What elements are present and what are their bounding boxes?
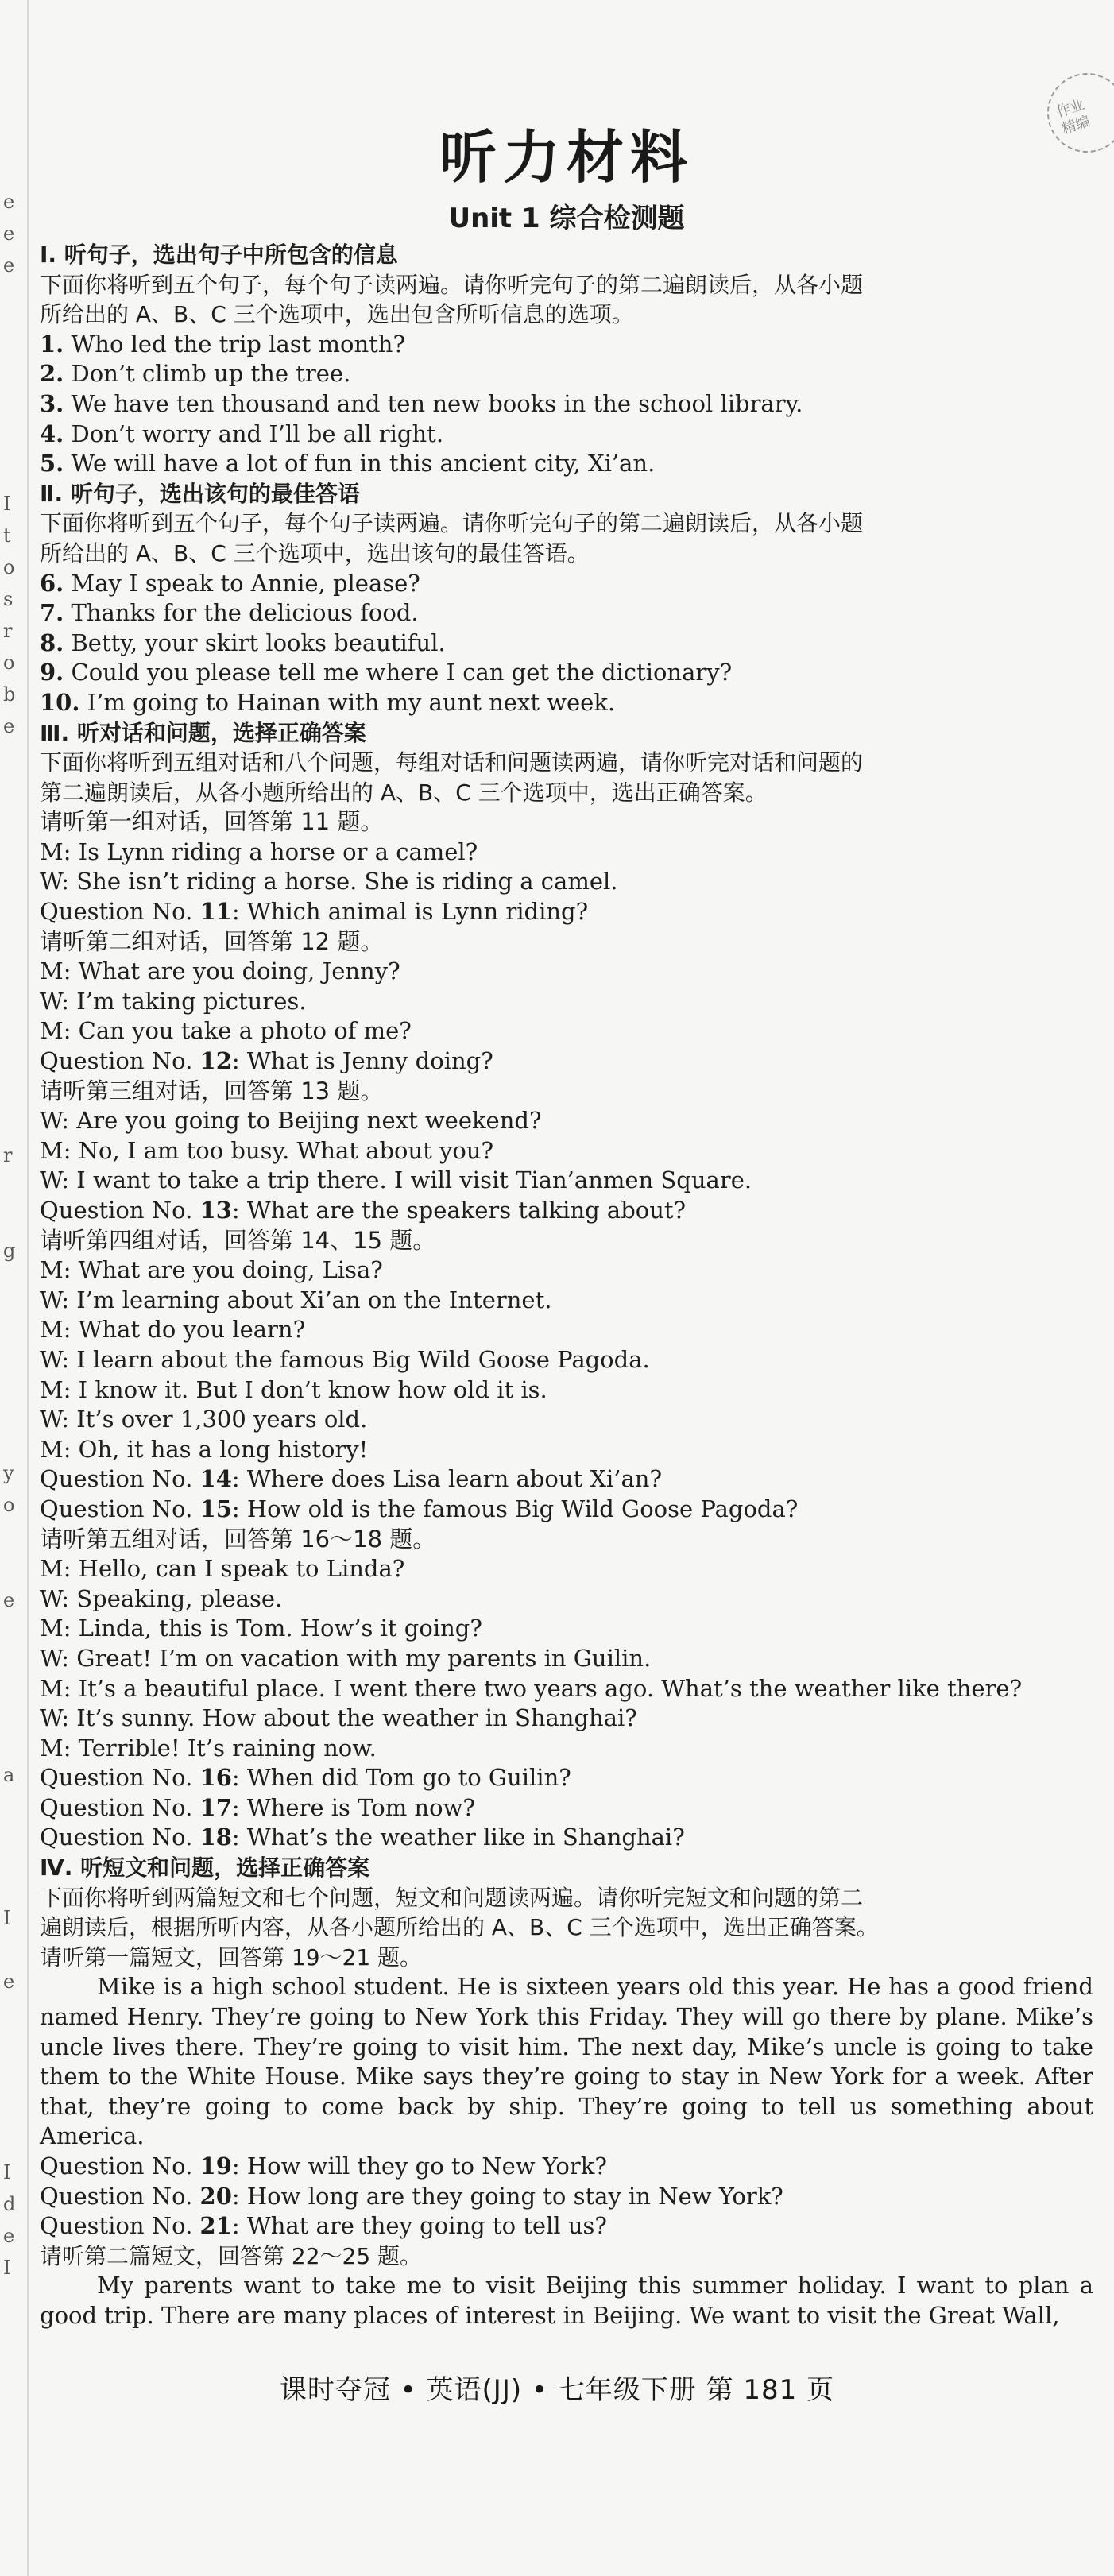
line-text: M: Can you take a photo of me? — [40, 1017, 412, 1045]
dialogue-line — [40, 1226, 1093, 1256]
question-line — [40, 1763, 1093, 1793]
dialogue-line — [40, 1315, 1093, 1345]
item-text: May I speak to Annie, please? — [71, 569, 420, 597]
section-2-heading: Ⅱ. 听句子，选出该句的最佳答语 — [40, 480, 360, 507]
dialogue-line — [40, 1375, 1093, 1406]
question-line — [40, 1793, 1093, 1824]
line-text: W: I’m learning about Xi’an on the Internet. — [40, 1286, 552, 1313]
line-text: W: Are you going to Beijing next weekend? — [40, 1107, 542, 1135]
question-line — [40, 1046, 1093, 1077]
margin-char: g — [3, 1240, 16, 1262]
stamp-line-1: 作业 — [1054, 96, 1087, 122]
question-number: 20 — [199, 2182, 232, 2210]
instruction-line: 下面你将听到五个句子，每个句子读两遍。请你听完句子的第二遍朗读后，从各小题 — [40, 271, 864, 298]
dialogue-line — [40, 1584, 1093, 1615]
margin-char: b — [3, 683, 16, 706]
section-1 — [40, 240, 1093, 479]
line-text: 请听第二组对话，回答第 12 题。 — [40, 927, 384, 955]
margin-char: y — [3, 1462, 14, 1484]
question-line — [40, 1823, 1093, 1853]
section-3-instructions — [40, 748, 1093, 807]
question-text: : When did Tom go to Guilin? — [231, 1764, 571, 1792]
question-text: : Where is Tom now? — [231, 1793, 475, 1821]
page-footer: 课时夺冠 • 英语(JJ) • 七年级下册 第 181 页 — [279, 2374, 835, 2406]
stamp-line-2: 精编 — [1059, 113, 1093, 138]
line-text: Question No. — [40, 2212, 200, 2240]
dialogue-line — [40, 1554, 1093, 1584]
item-text: Don’t worry and I’ll be all right. — [71, 420, 444, 447]
item-number: 1. — [40, 330, 64, 358]
instruction-line: 下面你将听到五个句子，每个句子读两遍。请你听完句子的第二遍朗读后，从各小题 — [40, 510, 864, 537]
item-number: 3. — [40, 389, 64, 417]
line-text: M: What are you doing, Jenny? — [40, 957, 400, 985]
line-text: M: No, I am too busy. What about you? — [40, 1136, 494, 1164]
passage-1-label: 请听第一篇短文，回答第 19～21 题。 — [40, 1944, 423, 1971]
instruction-line: 第二遍朗读后，从各小题所给出的 A、B、C 三个选项中，选出正确答案。 — [40, 779, 768, 806]
list-item — [40, 688, 1093, 718]
line-text: Question No. — [40, 1197, 200, 1224]
question-line — [40, 2211, 1093, 2241]
line-text: M: It’s a beautiful place. I went there two years ago. What’s the weather like there? — [40, 1674, 1023, 1702]
line-text: 请听第四组对话，回答第 14、15 题。 — [40, 1226, 436, 1254]
list-item — [40, 658, 1093, 688]
question-text: : How old is the famous Big Wild Goose Pagoda? — [231, 1495, 799, 1522]
line-text: M: Oh, it has a long history! — [40, 1435, 369, 1463]
dialogue-line — [40, 837, 1093, 868]
dialogue-line — [40, 1255, 1093, 1286]
list-item — [40, 449, 1093, 479]
question-number: 11 — [199, 898, 232, 926]
dialogue-line — [40, 1136, 1093, 1166]
instruction-line: 下面你将听到五组对话和八个问题，每组对话和问题读两遍，请你听完对话和问题的 — [40, 749, 864, 776]
line-text: W: I want to take a trip there. I will visit Tian’anmen Square. — [40, 1166, 752, 1194]
binding-margin — [0, 0, 29, 2576]
line-text: W: Great! I’m on vacation with my parents in Guilin. — [40, 1644, 652, 1672]
dialogue-line — [40, 807, 1093, 837]
margin-char: e — [3, 191, 15, 213]
passage-1-text: Mike is a high school student. He is sixteen years old this year. He has a good friend named Henry. They’re going to New York this Friday. They will go there by plane. Mike’s uncle lives there. They’re going to visit him. The next day, Mike’s uncle is going to take them to the White House. Mike says they’re going to stay in New York for a week. After that, they’re going to come back by ship. They’re going to tell us something about America. — [40, 1973, 1093, 2150]
question-line — [40, 1196, 1093, 1226]
question-text: : What are the speakers talking about? — [231, 1197, 687, 1224]
question-number: 12 — [199, 1047, 232, 1075]
item-text: Who led the trip last month? — [71, 330, 405, 358]
margin-char: e — [3, 1971, 15, 1993]
line-text: Question No. — [40, 2152, 200, 2180]
question-number: 19 — [199, 2152, 232, 2180]
question-number: 14 — [199, 1465, 232, 1493]
margin-char: r — [3, 620, 13, 642]
dialogue-lines — [40, 807, 1093, 1853]
line-text: W: It’s over 1,300 years old. — [40, 1406, 368, 1433]
margin-char: e — [3, 222, 15, 245]
question-number: 15 — [199, 1495, 232, 1522]
margin-char: s — [3, 588, 14, 610]
passage-questions — [40, 2152, 1093, 2241]
line-text: 请听第三组对话，回答第 13 题。 — [40, 1077, 384, 1104]
line-text: W: I’m taking pictures. — [40, 987, 307, 1015]
item-text: I’m going to Hainan with my aunt next week. — [87, 688, 616, 716]
section-2-instructions — [40, 509, 1093, 568]
margin-char: I — [3, 1907, 11, 1929]
line-text: M: Linda, this is Tom. How’s it going? — [40, 1615, 482, 1642]
line-text: Question No. — [40, 1793, 200, 1821]
dialogue-line — [40, 1674, 1093, 1704]
item-text: We will have a lot of fun in this ancient city, Xi’an. — [71, 450, 656, 478]
question-number: 16 — [199, 1764, 232, 1792]
item-number: 5. — [40, 450, 64, 478]
dialogue-line — [40, 1166, 1093, 1196]
instruction-line: 遍朗读后，根据所听内容，从各小题所给出的 A、B、C 三个选项中，选出正确答案。 — [40, 1914, 879, 1941]
item-text: Don’t climb up the tree. — [71, 360, 351, 388]
list-item — [40, 569, 1093, 599]
dialogue-line — [40, 987, 1093, 1017]
question-line — [40, 1464, 1093, 1495]
item-text: Could you please tell me where I can get the dictionary? — [71, 659, 733, 687]
list-item — [40, 389, 1093, 420]
line-text: W: She isn’t riding a horse. She is riding a camel. — [40, 868, 618, 895]
margin-char: o — [3, 556, 15, 578]
margin-char: I — [3, 493, 11, 515]
dialogue-line — [40, 1405, 1093, 1435]
dialogue-line — [40, 957, 1093, 987]
margin-char: e — [3, 715, 15, 737]
line-text: Question No. — [40, 1764, 200, 1792]
section-2 — [40, 479, 1093, 718]
line-text: Question No. — [40, 1824, 200, 1851]
unit-title: Unit 1 综合检测题 — [448, 203, 685, 234]
dialogue-line — [40, 1286, 1093, 1316]
dialogue-line — [40, 927, 1093, 957]
question-number: 17 — [199, 1793, 232, 1821]
question-number: 13 — [199, 1197, 232, 1224]
list-item — [40, 629, 1093, 659]
dialogue-line — [40, 1106, 1093, 1136]
question-line — [40, 897, 1093, 927]
margin-char: e — [3, 254, 15, 277]
question-line — [40, 2152, 1093, 2182]
margin-char: e — [3, 1589, 15, 1611]
item-number: 7. — [40, 599, 64, 627]
section-1-instructions — [40, 270, 1093, 330]
question-text: : What’s the weather like in Shanghai? — [231, 1824, 685, 1851]
question-text: : Which animal is Lynn riding? — [231, 898, 589, 926]
line-text: Question No. — [40, 1047, 200, 1075]
item-text: Thanks for the delicious food. — [71, 599, 419, 627]
item-number: 6. — [40, 569, 64, 597]
dialogue-line — [40, 1435, 1093, 1465]
margin-char: o — [3, 1494, 15, 1516]
dialogue-line — [40, 1077, 1093, 1107]
question-number: 21 — [199, 2212, 232, 2240]
page-title: 听力材料 — [439, 124, 694, 191]
margin-char: t — [3, 524, 11, 547]
dialogue-line — [40, 1016, 1093, 1046]
item-number: 8. — [40, 629, 64, 656]
question-line — [40, 1495, 1093, 1525]
line-text: M: Hello, can I speak to Linda? — [40, 1555, 405, 1583]
list-item — [40, 359, 1093, 389]
question-text: : How will they go to New York? — [231, 2152, 607, 2180]
list-item — [40, 330, 1093, 360]
line-text: W: It’s sunny. How about the weather in Shanghai? — [40, 1704, 637, 1732]
question-text: : What is Jenny doing? — [231, 1047, 493, 1075]
margin-char: a — [3, 1764, 15, 1786]
margin-char: d — [3, 2193, 16, 2215]
line-text: M: Is Lynn riding a horse or a camel? — [40, 837, 478, 865]
line-text: Question No. — [40, 898, 200, 926]
margin-char: r — [3, 1144, 13, 1166]
dialogue-line — [40, 867, 1093, 897]
item-number: 10. — [40, 688, 80, 716]
section-4 — [40, 1853, 1093, 2331]
dialogue-line — [40, 1525, 1093, 1555]
dialogue-line — [40, 1644, 1093, 1674]
instruction-line: 下面你将听到两篇短文和七个问题，短文和问题读两遍。请你听完短文和问题的第二 — [40, 1884, 864, 1911]
list-item — [40, 598, 1093, 629]
line-text: M: What do you learn? — [40, 1316, 306, 1344]
section-1-heading: Ⅰ. 听句子，选出句子中所包含的信息 — [40, 242, 398, 268]
passage-2-label: 请听第二篇短文，回答第 22～25 题。 — [40, 2242, 423, 2269]
item-text: We have ten thousand and ten new books in the school library. — [71, 389, 803, 417]
line-text: M: What are you doing, Lisa? — [40, 1256, 383, 1284]
line-text: Question No. — [40, 1495, 200, 1522]
line-text: 请听第一组对话，回答第 11 题。 — [40, 808, 384, 836]
instruction-line: 所给出的 A、B、C 三个选项中，选出包含所听信息的选项。 — [40, 301, 634, 328]
margin-char: I — [3, 2257, 11, 2279]
item-number: 4. — [40, 420, 64, 447]
question-text: : How long are they going to stay in New York? — [231, 2182, 783, 2210]
item-number: 9. — [40, 659, 64, 687]
section-3 — [40, 718, 1093, 1854]
line-text: Question No. — [40, 2182, 200, 2210]
margin-char: e — [3, 2225, 15, 2247]
question-line — [40, 2182, 1093, 2212]
section-4-heading: Ⅳ. 听短文和问题，选择正确答案 — [40, 1855, 370, 1882]
item-number: 2. — [40, 360, 64, 388]
page-content — [40, 119, 1093, 2331]
margin-char: o — [3, 652, 15, 674]
line-text: W: Speaking, please. — [40, 1584, 283, 1612]
line-text: M: I know it. But I don’t know how old it is. — [40, 1375, 547, 1403]
passage-2-text: My parents want to take me to visit Beijing this summer holiday. I want to plan a good trip. There are many places of interest in Beijing. We want to visit the Great Wall, — [40, 2272, 1093, 2329]
section-3-heading: Ⅲ. 听对话和问题，选择正确答案 — [40, 719, 366, 746]
line-text: W: I learn about the famous Big Wild Goose Pagoda. — [40, 1345, 650, 1373]
line-text: M: Terrible! It’s raining now. — [40, 1734, 377, 1762]
instruction-line: 所给出的 A、B、C 三个选项中，选出该句的最佳答语。 — [40, 540, 590, 567]
question-text: : Where does Lisa learn about Xi’an? — [231, 1465, 662, 1493]
margin-char: I — [3, 2161, 11, 2183]
question-text: : What are they going to tell us? — [231, 2212, 607, 2240]
section-4-instructions — [40, 1883, 1093, 1943]
item-text: Betty, your skirt looks beautiful. — [71, 629, 446, 656]
list-item — [40, 420, 1093, 450]
line-text: Question No. — [40, 1465, 200, 1493]
dialogue-line — [40, 1614, 1093, 1644]
dialogue-line — [40, 1734, 1093, 1764]
line-text: 请听第五组对话，回答第 16～18 题。 — [40, 1525, 436, 1553]
dialogue-line — [40, 1704, 1093, 1734]
question-number: 18 — [199, 1824, 232, 1851]
dialogue-line — [40, 1345, 1093, 1375]
